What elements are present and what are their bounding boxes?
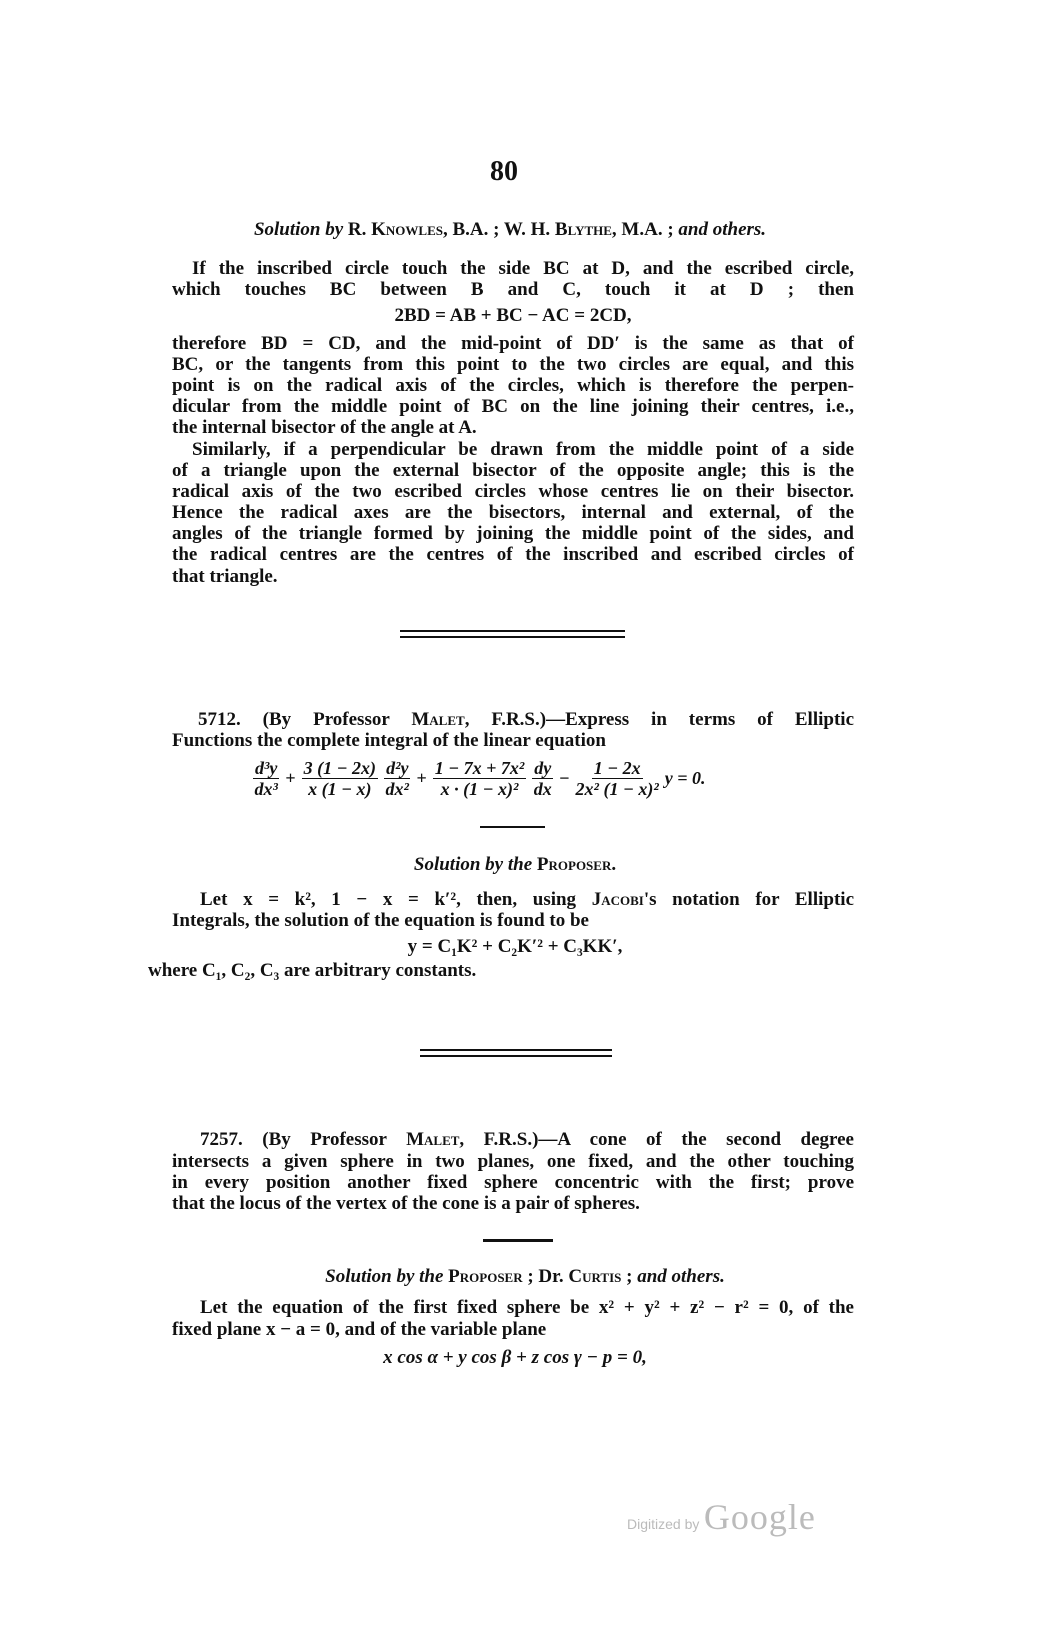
fraction [253,758,279,799]
text-segment: , F.R.S.)—A cone of the second degree [459,1129,854,1150]
text-segment: and others. [637,1266,725,1287]
numerator: 3 (1 − 2x) [303,758,377,778]
text-line: dicular from the middle point of BC on the line joining their centres, i.e., [172,396,854,417]
text-line: the internal bisector of the angle at A. [172,417,477,438]
text-segment: 's notation for Elliptic [643,889,854,910]
text-segment: and others. [678,219,767,240]
digitized-by-google-watermark [627,1496,816,1538]
denominator: x (1 − x) [308,779,372,799]
text-segment: Let x = k², 1 − x = k′², then, using [200,889,592,910]
numerator: 1 − 7x + 7x² [434,758,525,778]
text-segment: Malet [411,709,465,730]
text-line: where C₁, C₂, C₃ are arbitrary constants. [148,960,477,981]
text-line [300,854,730,875]
text-segment: Jacobi [591,889,644,910]
text-segment: , F.R.S.)—Express in terms of Elliptic [464,709,854,730]
text-line: Hence the radical axes are the bisectors, internal and external, of the [172,502,854,523]
text-segment: , B.A. ; W. H. [443,219,555,240]
text-line: that triangle. [172,566,278,587]
numerator: d²y [386,758,409,778]
text-segment: Solution by the [325,1266,449,1287]
operator: + [416,768,427,788]
text-line: If the inscribed circle touch the side BC at D, and the escribed circle, [192,258,854,279]
denominator: x · (1 − x)² [440,779,519,799]
denominator: dx [533,779,552,799]
operator: − [559,768,570,788]
text-line [200,219,820,240]
text-line: x cos α + y cos β + z cos γ − p = 0, [383,1347,647,1368]
text-line: Similarly, if a perpendicular be drawn from the middle point of a side [192,439,854,460]
text-segment: 5712. [198,709,263,730]
text-line: fixed plane x − a = 0, and of the variable plane [172,1319,547,1340]
section-separator [420,1055,612,1057]
section-separator [400,636,625,638]
text-line: point is on the radical axis of the circles, which is therefore the perpen- [172,375,854,396]
text-line [260,1266,790,1287]
text-line: of a triangle upon the external bisector of the opposite angle; this is the [172,460,854,481]
fraction [433,758,527,799]
section-separator [400,630,625,632]
section-separator [420,1049,612,1051]
watermark-prefix: Digitized by [627,1516,700,1532]
text-line: Let the equation of the first fixed sphere be x² + y² + z² − r² = 0, of the [200,1297,854,1318]
denominator: dx² [385,779,409,799]
short-rule [480,826,545,828]
text-segment: 7257. (By Professor [200,1129,407,1150]
equation-tail: y = 0. [664,768,706,788]
text-line: 2BD = AB + BC − AC = 2CD, [394,305,632,326]
page-number: 80 [490,156,518,187]
text-segment: Solution by the [413,854,537,875]
text-line: the radical centres are the centres of the inscribed and escribed circles of [172,544,854,565]
fraction [576,758,659,799]
text-line [198,709,854,730]
text-line: intersects a given sphere in two planes, one fixed, and the other touching [172,1151,854,1172]
fraction [302,758,378,799]
text-line [200,1129,854,1150]
text-segment: Blythe [554,219,612,240]
text-line: y = C₁K² + C₂K′² + C₃KK′, [407,936,623,957]
text-segment: ; Dr. [522,1266,569,1287]
short-rule [483,1239,553,1242]
google-logo: Google [703,1497,816,1537]
text-line: therefore BD = CD, and the mid-point of DD′ is the same as that of [172,333,854,354]
text-line: radical axis of the two escribed circles whose centres lie on their bisector. [172,481,854,502]
text-segment: ; [621,1266,638,1287]
denominator: dx³ [254,779,278,799]
text-segment: Solution by [253,219,348,240]
operator: + [285,768,296,788]
text-segment: R. Knowles [347,219,443,240]
text-segment: Proposer [448,1266,523,1287]
text-line: BC, or the tangents from this point to the two circles are equal, and this [172,354,854,375]
fraction [532,758,553,799]
denominator: 2x² (1 − x)² [575,779,659,799]
fraction [384,758,410,799]
text-segment: Proposer. [536,854,617,875]
text-segment: Malet [406,1129,460,1150]
text-line: which touches BC between B and C, touch it at D ; then [172,279,854,300]
text-segment: (By Professor [262,709,412,730]
numerator: d³y [255,758,278,778]
text-line: angles of the triangle formed by joining the middle point of the sides, and [172,523,854,544]
numerator: 1 − 2x [593,758,641,778]
text-line: in every position another fixed sphere concentric with the first; prove [172,1172,854,1193]
text-segment: , M.A. ; [611,219,679,240]
text-line: that the locus of the vertex of the cone is a pair of spheres. [172,1193,640,1214]
text-line [200,889,854,910]
numerator: dy [534,758,552,778]
differential-equation [250,758,709,799]
text-segment: Curtis [568,1266,622,1287]
text-line: Integrals, the solution of the equation is found to be [172,910,589,931]
text-line: Functions the complete integral of the linear equation [172,730,606,751]
